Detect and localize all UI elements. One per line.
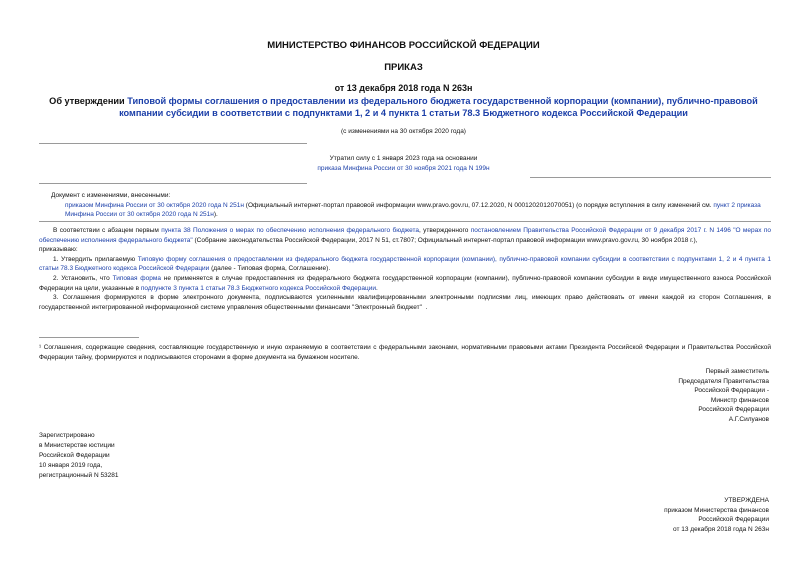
- registration-line: 10 января 2019 года,: [39, 462, 103, 469]
- doc-changes-link-order[interactable]: приказом Минфина России от 30 октября 2020 года N 251н: [65, 201, 244, 209]
- basis-text-c: (Собрание законодательства Российской Федерации, 2017 N 51, ст.7807; Официальный интернет-портал правовой информации www.pravo.gov.ru, 30 ноября 2018 г.),: [192, 236, 698, 244]
- item-2-text-b: не применяется в случае предоставления из федерального бюджета государственной корпорации (компании), публично-правовой компании субсидии в виде имущественного взноса Российской Федерации на цели, указанные в: [39, 274, 771, 292]
- item-2: [39, 274, 771, 293]
- basis-link-resolution[interactable]: постановлением Правительства Российской Федерации от 9 декабря 2017 г. N 1496 "О мерах по обеспечению исполнения федерального бюджета": [39, 227, 771, 244]
- main-text: [39, 226, 771, 312]
- doc-changes-text: (Официальный интернет-портал правовой информации www.pravo.gov.ru, 07.12.2020, N 0001202012070051) (о порядке вступления в силу изменений см.: [243, 201, 714, 209]
- approval-line: УТВЕРЖДЕНА: [724, 497, 769, 504]
- doc-changes-link-point[interactable]: пункт 2 приказа Минфина России от 30 октября 2020 года N 251н: [65, 201, 761, 219]
- signature-line: Министр финансов: [710, 396, 769, 404]
- basis-link-point-38[interactable]: пункта 38 Положения о мерах по обеспечению исполнения федерального бюджета: [161, 227, 419, 234]
- item-2-link-form[interactable]: Типовая форма: [112, 274, 161, 282]
- approval-line: от 13 декабря 2018 года N 263н: [672, 525, 769, 533]
- orders-line: приказываю:: [39, 246, 78, 254]
- signature-block: [629, 367, 769, 425]
- item-2-link-subpoint[interactable]: подпункте 3 пункта 1 статьи 78.3 Бюджетного кодекса Российской Федерации: [140, 284, 376, 292]
- ministry-heading: МИНИСТЕРСТВО ФИНАНСОВ РОССИЙСКОЙ ФЕДЕРАЦИИ: [267, 40, 540, 51]
- title-link[interactable]: Типовой формы соглашения о предоставлении из федерального бюджета государственной корпорации (компании), публично-правовой компании субсидии в соответствии с подпунктами 1, 2 и 4 пункта 1 статьи 78.3 Бюджетного кодекса Российской Федерации: [119, 96, 758, 118]
- divider-mid: [39, 221, 771, 222]
- signature-line: Председателя Правительства: [678, 377, 769, 385]
- basis-text-b: , утвержденного: [419, 227, 471, 234]
- document-title: [30, 95, 777, 119]
- doc-type-heading: ПРИКАЗ: [384, 62, 423, 73]
- registration-block: [39, 431, 239, 481]
- basis-text-a: В соответствии с абзацем первым: [53, 227, 162, 234]
- registration-line: в Министерстве юстиции: [39, 442, 115, 449]
- lost-force-text: Утратил силу с 1 января 2023 года на основании: [329, 155, 478, 162]
- item-3: 3. Соглашения формируются в форме электронного документа, подписываются усиленными квалифицированными электронными подписями лиц, имеющих право действовать от имени каждой из сторон Соглашения, в государственной интегрированной информационной системе управления общественными финансами "Электронный бюджет" .: [39, 294, 771, 311]
- paragraph-basis: [39, 226, 771, 245]
- item-1-text-a: 1. Утвердить прилагаемую: [53, 255, 138, 263]
- signature-name: А.Г.Силуанов: [728, 415, 769, 423]
- doc-changes-heading: Документ с изменениями, внесенными:: [51, 192, 171, 199]
- registration-line: Российской Федерации: [39, 452, 110, 459]
- lost-force-link[interactable]: приказа Минфина России от 30 ноября 2021 года N 199н: [317, 165, 490, 172]
- approval-line: Российской Федерации: [698, 516, 769, 524]
- approval-block: [589, 496, 769, 534]
- registration-number: регистрационный N 53281: [39, 472, 119, 479]
- doc-changes: [51, 191, 771, 220]
- item-1: [39, 255, 771, 274]
- signature-line: Российской Федерации: [698, 406, 769, 414]
- item-1-text-b: (далее - Типовая форма, Соглашение).: [209, 265, 331, 273]
- doc-changes-text-end: ).: [213, 211, 218, 219]
- divider-top: [39, 143, 307, 144]
- date-number-heading: от 13 декабря 2018 года N 263н: [334, 83, 473, 93]
- footnote: ¹ Соглашения, содержащие сведения, составляющие государственную и иную охраняемую в соответствии с федеральными законами, нормативными правовыми актами Президента Российской Федерации и Правительства Российской Федерации тайну, формируются и подписываются сторонами в форме документа на бумажном носителе.: [39, 344, 771, 361]
- divider-left: [39, 183, 307, 184]
- title-prefix: Об утверждении: [49, 96, 128, 106]
- lost-force-note: [0, 154, 807, 174]
- signature-line: Российской Федерации -: [694, 387, 769, 395]
- signature-line: Первый заместитель: [705, 368, 769, 375]
- item-1-link-form[interactable]: Типовую форму соглашения о предоставлении из федерального бюджета государственной корпорации (компании), публично-правовой компании субсидии в соответствии с подпунктами 1, 2 и 4 пункта 1 статьи 78.3 Бюджетного кодекса Российской Федерации: [39, 255, 771, 273]
- divider-footnote: [39, 337, 139, 338]
- approval-line: приказом Министерства финансов: [664, 506, 769, 514]
- item-2-text-c: .: [376, 284, 378, 292]
- edits-note: (с изменениями на 30 октября 2020 года): [341, 128, 466, 135]
- doc-changes-body: [51, 201, 771, 220]
- item-2-text-a: 2. Установить, что: [53, 274, 113, 282]
- divider-right: [530, 177, 771, 178]
- registration-line: Зарегистрировано: [39, 432, 95, 439]
